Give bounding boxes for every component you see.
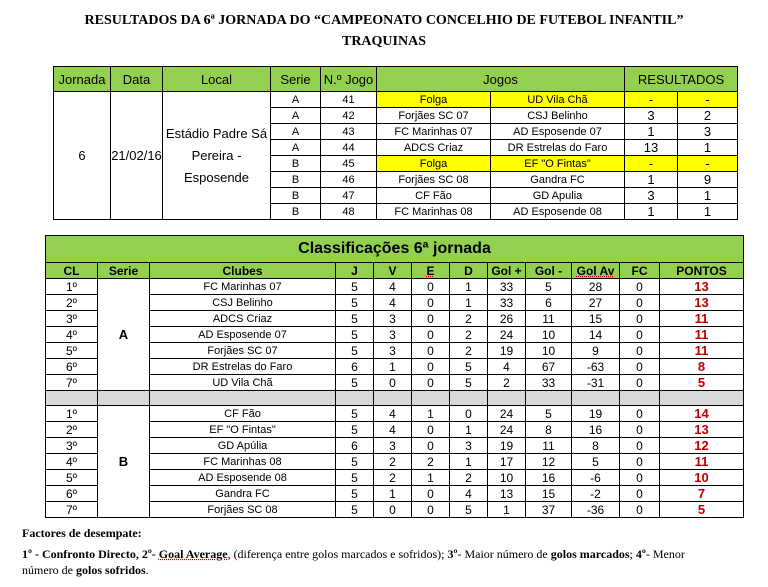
header-num-jogo: N.º Jogo bbox=[321, 67, 377, 92]
standings-row bbox=[46, 454, 744, 470]
stat-gc: 16 bbox=[526, 470, 572, 486]
rank-cell: 2º bbox=[46, 422, 98, 438]
stat-e: 0 bbox=[412, 295, 450, 311]
game-number: 44 bbox=[321, 140, 377, 156]
stat-d: 1 bbox=[450, 279, 488, 295]
stat-v: 3 bbox=[374, 343, 412, 359]
rank-cell: 1º bbox=[46, 406, 98, 422]
stat-fc: 0 bbox=[620, 375, 660, 391]
stat-j: 5 bbox=[336, 486, 374, 502]
home-team: FC Marinhas 07 bbox=[377, 124, 491, 140]
away-score: 2 bbox=[678, 108, 738, 124]
stat-d: 2 bbox=[450, 327, 488, 343]
stat-gc: 8 bbox=[526, 422, 572, 438]
stat-j: 5 bbox=[336, 327, 374, 343]
classif-header-2: Clubes bbox=[150, 263, 336, 279]
stat-ga: 8 bbox=[572, 438, 620, 454]
stat-v: 1 bbox=[374, 359, 412, 375]
club-name: FC Marinhas 07 bbox=[150, 279, 336, 295]
separator-cell bbox=[526, 391, 572, 406]
stat-gp: 24 bbox=[488, 406, 526, 422]
standings-row bbox=[46, 486, 744, 502]
stat-gp: 1 bbox=[488, 502, 526, 518]
stat-d: 1 bbox=[450, 295, 488, 311]
stat-j: 5 bbox=[336, 343, 374, 359]
club-name: Forjães SC 08 bbox=[150, 502, 336, 518]
away-score: - bbox=[678, 156, 738, 172]
away-score: 1 bbox=[678, 188, 738, 204]
header-jornada: Jornada bbox=[54, 67, 111, 92]
stat-d: 1 bbox=[450, 422, 488, 438]
separator-cell bbox=[98, 391, 150, 406]
home-score: 1 bbox=[625, 204, 678, 220]
stat-ga: 14 bbox=[572, 327, 620, 343]
classif-header-5: E bbox=[412, 263, 450, 279]
classif-header-6: D bbox=[450, 263, 488, 279]
standings-row bbox=[46, 406, 744, 422]
home-team: Folga bbox=[377, 92, 491, 108]
points-cell: 12 bbox=[660, 438, 744, 454]
away-score: 1 bbox=[678, 204, 738, 220]
standings-row bbox=[46, 343, 744, 359]
results-table bbox=[53, 66, 738, 220]
standings-row bbox=[46, 502, 744, 518]
home-team: Folga bbox=[377, 156, 491, 172]
classif-header-11: PONTOS bbox=[660, 263, 744, 279]
points-cell: 11 bbox=[660, 454, 744, 470]
stat-fc: 0 bbox=[620, 327, 660, 343]
standings-row bbox=[46, 279, 744, 295]
club-name: FC Marinhas 08 bbox=[150, 454, 336, 470]
classif-header-0: CL bbox=[46, 263, 98, 279]
club-name: AD Esposende 07 bbox=[150, 327, 336, 343]
away-team: AD Esposende 08 bbox=[491, 204, 625, 220]
points-cell: 11 bbox=[660, 343, 744, 359]
group-separator bbox=[46, 391, 744, 406]
game-serie: A bbox=[271, 92, 321, 108]
home-team: ADCS Criaz bbox=[377, 140, 491, 156]
stat-ga: 15 bbox=[572, 311, 620, 327]
away-score: 1 bbox=[678, 140, 738, 156]
stat-fc: 0 bbox=[620, 470, 660, 486]
rank-cell: 4º bbox=[46, 454, 98, 470]
game-serie: B bbox=[271, 172, 321, 188]
club-name: Gandra FC bbox=[150, 486, 336, 502]
stat-j: 5 bbox=[336, 422, 374, 438]
stat-d: 4 bbox=[450, 486, 488, 502]
home-score: 3 bbox=[625, 108, 678, 124]
stat-gp: 10 bbox=[488, 470, 526, 486]
stat-gp: 19 bbox=[488, 343, 526, 359]
rank-cell: 6º bbox=[46, 359, 98, 375]
stat-d: 2 bbox=[450, 343, 488, 359]
away-team: AD Esposende 07 bbox=[491, 124, 625, 140]
standings-row bbox=[46, 422, 744, 438]
club-name: EF "O Fintas" bbox=[150, 422, 336, 438]
away-team: EF "O Fintas" bbox=[491, 156, 625, 172]
standings-row bbox=[46, 311, 744, 327]
stat-d: 5 bbox=[450, 359, 488, 375]
home-score: 1 bbox=[625, 172, 678, 188]
club-name: AD Esposende 08 bbox=[150, 470, 336, 486]
header-jogos: Jogos bbox=[377, 67, 625, 92]
game-number: 45 bbox=[321, 156, 377, 172]
separator-cell bbox=[150, 391, 336, 406]
stat-fc: 0 bbox=[620, 343, 660, 359]
separator-cell bbox=[412, 391, 450, 406]
page-subtitle: TRAQUINAS bbox=[341, 34, 426, 49]
stat-e: 0 bbox=[412, 438, 450, 454]
stat-v: 3 bbox=[374, 327, 412, 343]
points-cell: 13 bbox=[660, 295, 744, 311]
stat-fc: 0 bbox=[620, 438, 660, 454]
stat-gc: 11 bbox=[526, 311, 572, 327]
home-score: - bbox=[625, 156, 678, 172]
stat-e: 2 bbox=[412, 454, 450, 470]
stat-ga: 5 bbox=[572, 454, 620, 470]
stat-e: 0 bbox=[412, 502, 450, 518]
points-cell: 11 bbox=[660, 311, 744, 327]
home-score: 3 bbox=[625, 188, 678, 204]
stat-v: 0 bbox=[374, 502, 412, 518]
result-row bbox=[54, 92, 738, 108]
points-cell: 13 bbox=[660, 279, 744, 295]
stat-gc: 10 bbox=[526, 343, 572, 359]
rank-cell: 1º bbox=[46, 279, 98, 295]
stat-v: 2 bbox=[374, 470, 412, 486]
rank-cell: 5º bbox=[46, 470, 98, 486]
classification-banner: Classificações 6ª jornada bbox=[46, 236, 744, 263]
tiebreak-heading: Factores de desempate: bbox=[22, 526, 142, 540]
game-serie: B bbox=[271, 204, 321, 220]
stat-e: 0 bbox=[412, 486, 450, 502]
stat-gp: 19 bbox=[488, 438, 526, 454]
rank-cell: 7º bbox=[46, 502, 98, 518]
game-number: 48 bbox=[321, 204, 377, 220]
separator-cell bbox=[660, 391, 744, 406]
separator-cell bbox=[488, 391, 526, 406]
game-number: 43 bbox=[321, 124, 377, 140]
stat-gc: 12 bbox=[526, 454, 572, 470]
away-team: CSJ Belinho bbox=[491, 108, 625, 124]
game-serie: B bbox=[271, 188, 321, 204]
tiebreak-rules: 1º - Confronto Directo, 2º- Goal Average, (diferença entre golos marcados e sofridos); 3º- Maior número de golos marcados; 4º- Menor número de golos sofridos. bbox=[22, 547, 685, 577]
club-name: GD Apúlia bbox=[150, 438, 336, 454]
classif-header-4: V bbox=[374, 263, 412, 279]
standings-row bbox=[46, 359, 744, 375]
stat-e: 0 bbox=[412, 279, 450, 295]
home-team: Forjães SC 07 bbox=[377, 108, 491, 124]
stat-fc: 0 bbox=[620, 502, 660, 518]
header-local: Local bbox=[163, 67, 271, 92]
stat-j: 6 bbox=[336, 359, 374, 375]
stat-gp: 26 bbox=[488, 311, 526, 327]
separator-cell bbox=[336, 391, 374, 406]
away-team: GD Apulia bbox=[491, 188, 625, 204]
stat-v: 4 bbox=[374, 422, 412, 438]
jornada-cell: 6 bbox=[54, 92, 111, 220]
stat-gc: 6 bbox=[526, 295, 572, 311]
stat-e: 0 bbox=[412, 359, 450, 375]
home-team: FC Marinhas 08 bbox=[377, 204, 491, 220]
points-cell: 5 bbox=[660, 375, 744, 391]
serie-cell: B bbox=[98, 406, 150, 518]
stat-d: 5 bbox=[450, 375, 488, 391]
stat-v: 2 bbox=[374, 454, 412, 470]
away-team: DR Estrelas do Faro bbox=[491, 140, 625, 156]
stat-j: 5 bbox=[336, 279, 374, 295]
classif-header-1: Serie bbox=[98, 263, 150, 279]
club-name: DR Estrelas do Faro bbox=[150, 359, 336, 375]
game-serie: A bbox=[271, 124, 321, 140]
stat-ga: -6 bbox=[572, 470, 620, 486]
standings-row bbox=[46, 295, 744, 311]
stat-fc: 0 bbox=[620, 454, 660, 470]
serie-cell: A bbox=[98, 279, 150, 391]
away-team: UD Vila Chã bbox=[491, 92, 625, 108]
classif-header-3: J bbox=[336, 263, 374, 279]
header-serie: Serie bbox=[271, 67, 321, 92]
stat-v: 4 bbox=[374, 295, 412, 311]
club-name: CSJ Belinho bbox=[150, 295, 336, 311]
header-resultados: RESULTADOS bbox=[625, 67, 738, 92]
stat-e: 0 bbox=[412, 327, 450, 343]
away-score: 9 bbox=[678, 172, 738, 188]
stat-gp: 33 bbox=[488, 279, 526, 295]
stat-e: 0 bbox=[412, 375, 450, 391]
home-team: Forjães SC 08 bbox=[377, 172, 491, 188]
stat-gp: 17 bbox=[488, 454, 526, 470]
stat-d: 5 bbox=[450, 502, 488, 518]
club-name: CF Fão bbox=[150, 406, 336, 422]
stat-gp: 13 bbox=[488, 486, 526, 502]
stat-j: 6 bbox=[336, 438, 374, 454]
club-name: Forjães SC 07 bbox=[150, 343, 336, 359]
separator-cell bbox=[572, 391, 620, 406]
game-number: 42 bbox=[321, 108, 377, 124]
stat-ga: -31 bbox=[572, 375, 620, 391]
stat-gc: 37 bbox=[526, 502, 572, 518]
stat-ga: 28 bbox=[572, 279, 620, 295]
stat-gc: 5 bbox=[526, 279, 572, 295]
points-cell: 10 bbox=[660, 470, 744, 486]
rank-cell: 3º bbox=[46, 438, 98, 454]
game-serie: A bbox=[271, 140, 321, 156]
game-number: 46 bbox=[321, 172, 377, 188]
stat-d: 3 bbox=[450, 438, 488, 454]
points-cell: 5 bbox=[660, 502, 744, 518]
stat-v: 3 bbox=[374, 311, 412, 327]
points-cell: 14 bbox=[660, 406, 744, 422]
club-name: UD Vila Chã bbox=[150, 375, 336, 391]
stat-e: 0 bbox=[412, 343, 450, 359]
standings-row bbox=[46, 470, 744, 486]
stat-gp: 4 bbox=[488, 359, 526, 375]
stat-ga: -36 bbox=[572, 502, 620, 518]
stat-j: 5 bbox=[336, 454, 374, 470]
stat-gp: 24 bbox=[488, 327, 526, 343]
local-cell: Estádio Padre Sá Pereira - Esposende bbox=[163, 92, 271, 220]
stat-gp: 2 bbox=[488, 375, 526, 391]
points-cell: 13 bbox=[660, 422, 744, 438]
classif-header-9: Gol Av bbox=[572, 263, 620, 279]
stat-ga: 16 bbox=[572, 422, 620, 438]
stat-fc: 0 bbox=[620, 406, 660, 422]
stat-gc: 67 bbox=[526, 359, 572, 375]
date-cell: 21/02/16 bbox=[111, 92, 163, 220]
stat-fc: 0 bbox=[620, 279, 660, 295]
rank-cell: 6º bbox=[46, 486, 98, 502]
stat-j: 5 bbox=[336, 406, 374, 422]
game-serie: A bbox=[271, 108, 321, 124]
separator-cell bbox=[620, 391, 660, 406]
separator-cell bbox=[450, 391, 488, 406]
home-team: CF Fão bbox=[377, 188, 491, 204]
home-score: 13 bbox=[625, 140, 678, 156]
stat-j: 5 bbox=[336, 375, 374, 391]
stat-gc: 5 bbox=[526, 406, 572, 422]
away-score: - bbox=[678, 92, 738, 108]
rank-cell: 3º bbox=[46, 311, 98, 327]
stat-ga: -63 bbox=[572, 359, 620, 375]
stat-v: 0 bbox=[374, 375, 412, 391]
game-number: 47 bbox=[321, 188, 377, 204]
classif-header-8: Gol - bbox=[526, 263, 572, 279]
stat-gc: 15 bbox=[526, 486, 572, 502]
rank-cell: 5º bbox=[46, 343, 98, 359]
points-cell: 11 bbox=[660, 327, 744, 343]
away-team: Gandra FC bbox=[491, 172, 625, 188]
stat-e: 1 bbox=[412, 470, 450, 486]
classification-table bbox=[45, 235, 744, 518]
home-score: 1 bbox=[625, 124, 678, 140]
rank-cell: 7º bbox=[46, 375, 98, 391]
rank-cell: 4º bbox=[46, 327, 98, 343]
stat-j: 5 bbox=[336, 470, 374, 486]
classif-header-10: FC bbox=[620, 263, 660, 279]
stat-fc: 0 bbox=[620, 295, 660, 311]
stat-d: 1 bbox=[450, 454, 488, 470]
results-header-row bbox=[54, 67, 738, 92]
stat-gc: 11 bbox=[526, 438, 572, 454]
stat-v: 4 bbox=[374, 406, 412, 422]
club-name: ADCS Criaz bbox=[150, 311, 336, 327]
classification-header-row bbox=[46, 263, 744, 279]
stat-gp: 33 bbox=[488, 295, 526, 311]
stat-e: 0 bbox=[412, 311, 450, 327]
stat-gp: 24 bbox=[488, 422, 526, 438]
classif-header-7: Gol + bbox=[488, 263, 526, 279]
separator-cell bbox=[46, 391, 98, 406]
stat-ga: -2 bbox=[572, 486, 620, 502]
page-title: RESULTADOS DA 6ª JORNADA DO “CAMPEONATO CONCELHIO DE FUTEBOL INFANTIL” bbox=[84, 13, 684, 28]
stat-d: 2 bbox=[450, 311, 488, 327]
stat-e: 1 bbox=[412, 406, 450, 422]
stat-ga: 19 bbox=[572, 406, 620, 422]
stat-gc: 10 bbox=[526, 327, 572, 343]
game-number: 41 bbox=[321, 92, 377, 108]
stat-j: 5 bbox=[336, 502, 374, 518]
stat-gc: 33 bbox=[526, 375, 572, 391]
stat-ga: 27 bbox=[572, 295, 620, 311]
stat-d: 0 bbox=[450, 406, 488, 422]
stat-fc: 0 bbox=[620, 486, 660, 502]
stat-j: 5 bbox=[336, 295, 374, 311]
stat-v: 1 bbox=[374, 486, 412, 502]
stat-fc: 0 bbox=[620, 311, 660, 327]
stat-j: 5 bbox=[336, 311, 374, 327]
points-cell: 8 bbox=[660, 359, 744, 375]
standings-row bbox=[46, 438, 744, 454]
stat-d: 2 bbox=[450, 470, 488, 486]
header-data: Data bbox=[111, 67, 163, 92]
standings-row bbox=[46, 327, 744, 343]
stat-ga: 9 bbox=[572, 343, 620, 359]
stat-e: 0 bbox=[412, 422, 450, 438]
home-score: - bbox=[625, 92, 678, 108]
points-cell: 7 bbox=[660, 486, 744, 502]
stat-fc: 0 bbox=[620, 359, 660, 375]
separator-cell bbox=[374, 391, 412, 406]
game-serie: B bbox=[271, 156, 321, 172]
stat-v: 3 bbox=[374, 438, 412, 454]
stat-fc: 0 bbox=[620, 422, 660, 438]
standings-row bbox=[46, 375, 744, 391]
stat-v: 4 bbox=[374, 279, 412, 295]
rank-cell: 2º bbox=[46, 295, 98, 311]
away-score: 3 bbox=[678, 124, 738, 140]
